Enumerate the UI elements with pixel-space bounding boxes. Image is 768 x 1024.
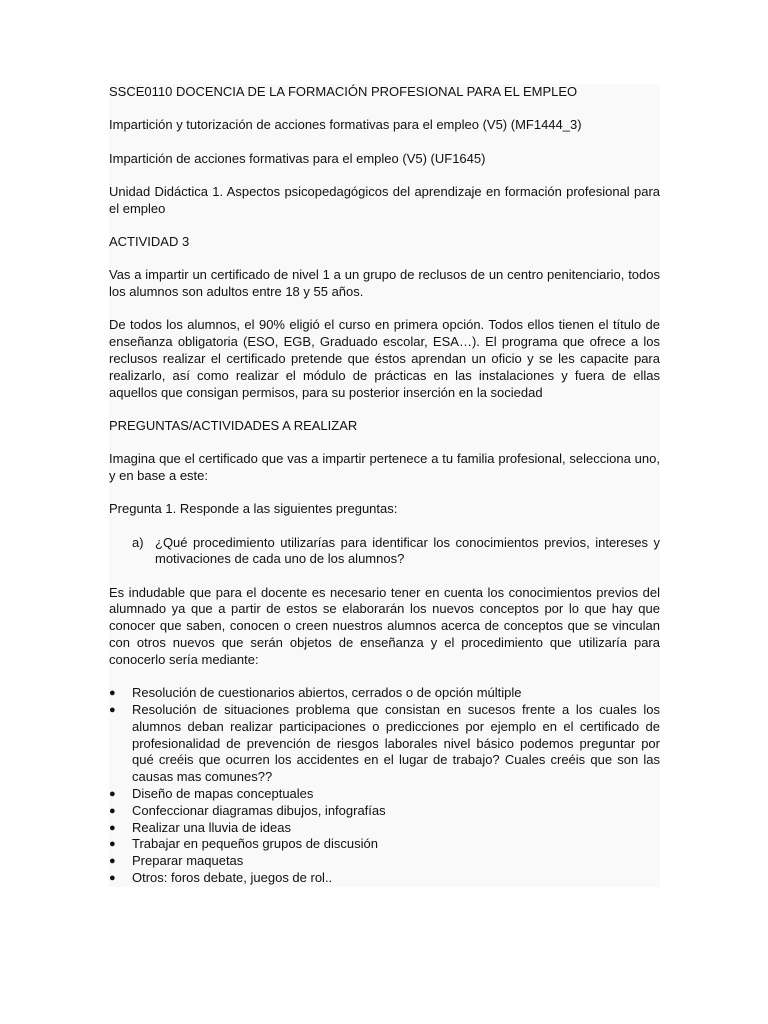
list-item [109,870,660,887]
bullet-icon: ● [109,687,116,700]
unit-line: Impartición de acciones formativas para el empleo (V5) (UF1645) [109,150,486,166]
bullet-icon: ● [109,804,116,817]
document-page [109,84,660,887]
list-item-text: Realizar una lluvia de ideas [132,819,291,835]
list-item [109,820,660,837]
list-item-text: Preparar maquetas [132,853,244,869]
bullet-icon: ● [109,787,116,800]
context-paragraph-2: De todos los alumnos, el 90% eligió el curso en primera opción. Todos ellos tienen el título de enseñanza obligatoria (ESO, EGB, Graduado escolar, ESA…). El programa que ofrece a los reclusos realizar el certificado pretende que éstos aprendan un oficio y se les capacite para realizarlo, así como realizar el módulo de prácticas en las instalaciones y fuera de ellas aquellos que consigan permisos, para su posterior inserción en la sociedad [109,317,660,400]
list-item [109,853,660,870]
list-item-text: Resolución de situaciones problema que consistan en sucesos frente a los cuales los alumnos deban realizar participaciones o predicciones por ejemplo en el certificado de profesionalidad de prevención de riesgos laborales nivel básico podemos preguntar por qué creéis que ocurren los accidentes en el lugar de trabajo? Cuales creéis que son las causas mas comunes?? [132,701,660,785]
bullet-icon: ● [109,855,116,868]
list-item [109,836,660,853]
list-item-text: Diseño de mapas conceptuales [132,785,314,801]
question-heading: Pregunta 1. Responde a las siguientes preguntas: [109,501,398,517]
list-item [109,685,660,702]
bullet-icon: ● [109,871,116,884]
bullet-icon: ● [109,821,116,834]
list-item-text: Trabajar en pequeños grupos de discusión [132,836,378,852]
sub-question-text: ¿Qué procedimiento utilizarías para identificar los conocimientos previos, intereses y motivaciones de cada uno de los alumnos? [155,534,660,567]
sub-question-a [109,535,660,569]
answer-intro-paragraph: Es indudable que para el docente es necesario tener en cuenta los conocimientos previos del alumnado ya que a partir de estos se elaborarán los nuevos conceptos por lo que hay que conocer que saben, conocen o creen nuestros alumnos acerca de conceptos que se vinculan con otros nuevos que serán objetos de enseñanza y el procedimiento que utilizaría para conocerlo sería mediante: [109,584,660,667]
list-item [109,702,660,786]
list-item-text: Resolución de cuestionarios abiertos, cerrados o de opción múltiple [132,685,522,701]
list-item [109,786,660,803]
instruction-paragraph: Imagina que el certificado que vas a impartir pertenece a tu familia profesional, selecciona uno, y en base a este: [109,451,660,483]
section-heading: PREGUNTAS/ACTIVIDADES A REALIZAR [109,417,358,433]
sub-question-marker: a) [132,534,144,550]
list-item-text: Otros: foros debate, juegos de rol.. [132,869,333,885]
didactic-unit-line: Unidad Didáctica 1. Aspectos psicopedagógicos del aprendizaje en formación profesional para el empleo [109,183,660,216]
context-paragraph-1: Vas a impartir un certificado de nivel 1 a un grupo de reclusos de un centro penitenciario, todos los alumnos son adultos entre 18 y 55 años. [109,267,660,300]
bullet-icon: ● [109,838,116,851]
method-list [109,685,660,887]
activity-heading: ACTIVIDAD 3 [109,233,190,249]
list-item [109,803,660,820]
list-item-text: Confeccionar diagramas dibujos, infografías [132,802,386,818]
document-title: SSCE0110 DOCENCIA DE LA FORMACIÓN PROFESIONAL PARA EL EMPLEO [109,84,578,99]
module-line: Impartición y tutorización de acciones formativas para el empleo (V5) (MF1444_3) [109,117,582,133]
bullet-icon: ● [109,703,116,716]
